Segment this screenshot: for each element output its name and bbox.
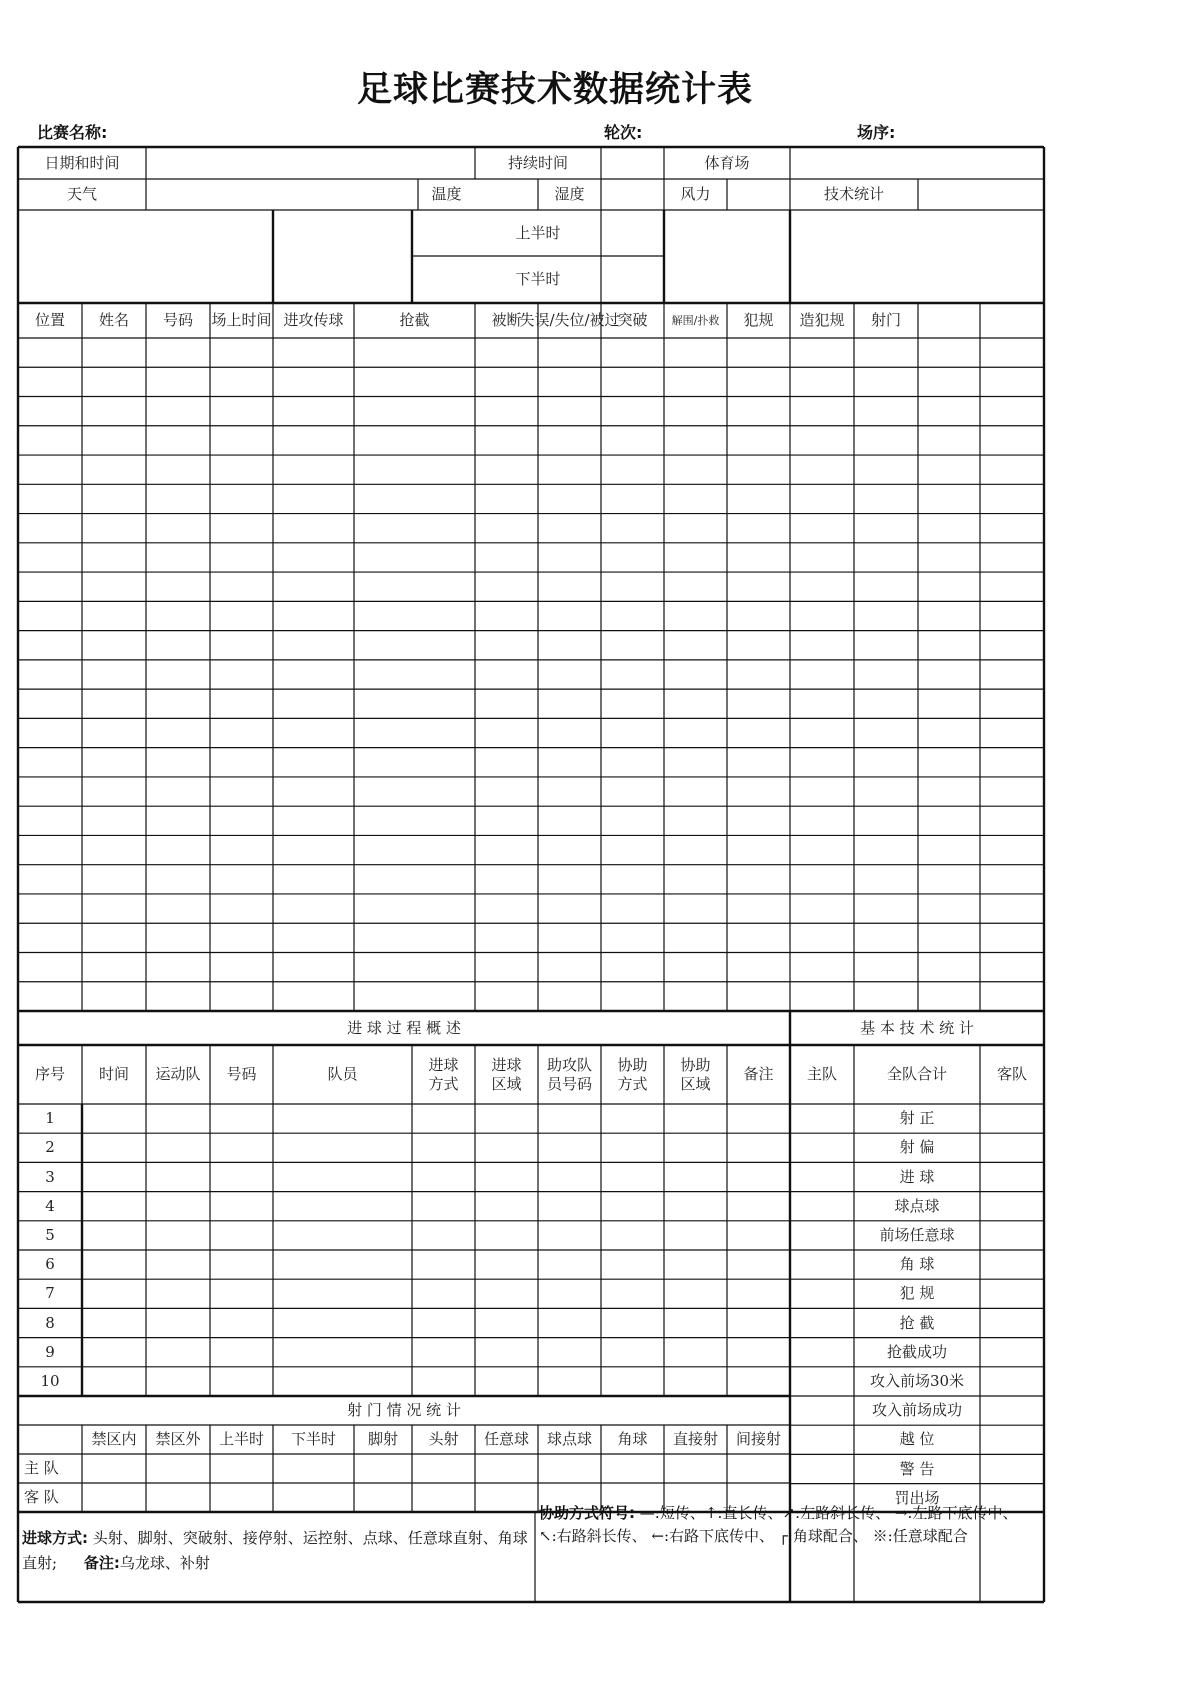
basic-stats-item-12: 警 告 [899, 1459, 935, 1478]
tech-stats-label: 技术统计 [823, 185, 884, 204]
shot-row-label-0: 主 队 [24, 1459, 59, 1478]
shot-header-9: 直接射 [672, 1430, 718, 1449]
basic-stats-item-1: 射 偏 [899, 1138, 935, 1157]
goal-header-10: 备注 [743, 1065, 774, 1084]
basic-stats-header-0: 主队 [806, 1065, 837, 1084]
round-label: 轮次: [604, 123, 643, 142]
remark-label: 备注: [83, 1554, 120, 1572]
player-header-1: 姓名 [98, 311, 129, 330]
shot-header-7: 球点球 [546, 1430, 592, 1449]
basic-stats-item-5: 角 球 [899, 1255, 935, 1274]
notes-goal-method [22, 1526, 530, 1576]
goal-row-index-8: 9 [45, 1342, 55, 1361]
assist-label: 协助方式符号: [539, 1504, 635, 1522]
basic-stats-item-2: 进 球 [899, 1167, 935, 1186]
shot-header-3: 下半时 [290, 1430, 336, 1449]
basic-stats-header-1: 全队合计 [886, 1065, 947, 1084]
shot-header-10: 间接射 [735, 1430, 781, 1449]
player-header-10: 犯规 [743, 311, 774, 330]
goal-row-index-7: 8 [45, 1313, 55, 1332]
match-name-label: 比赛名称: [37, 123, 108, 142]
weather-label: 天气 [66, 185, 97, 204]
goal-header-2: 运动队 [155, 1065, 201, 1084]
shot-header-5: 头射 [428, 1430, 459, 1449]
temperature-label: 温度 [431, 185, 462, 204]
shot-header-6: 任意球 [483, 1430, 529, 1449]
datetime-label: 日期和时间 [44, 153, 120, 172]
page-title: 足球比赛技术数据统计表 [356, 70, 753, 110]
basic-stats-item-9: 攻入前场30米 [869, 1372, 965, 1391]
goal-method-text: 头射、脚射、突破射、接停射、运控射、点球、任意球直射、角球直射; [22, 1529, 528, 1572]
remark-text: 乌龙球、补射 [119, 1554, 210, 1572]
basic-stats-item-0: 射 正 [899, 1109, 935, 1128]
basic-stats-item-4: 前场任意球 [879, 1226, 955, 1245]
goal-header-9: 协助区域 [680, 1055, 711, 1093]
stadium-label: 体育场 [704, 153, 750, 172]
goal-header-5: 进球方式 [428, 1055, 459, 1093]
basic-stats-item-8: 抢截成功 [886, 1342, 947, 1361]
basic-stats-title: 基 本 技 术 统 计 [860, 1018, 974, 1037]
goal-header-6: 进球区域 [491, 1055, 522, 1093]
player-header-9: 解围/扑救 [671, 313, 720, 327]
shot-header-4: 脚射 [367, 1430, 398, 1449]
goal-row-index-3: 4 [45, 1196, 55, 1215]
goal-header-8: 协助方式 [617, 1055, 648, 1093]
notes-assist-symbols [539, 1502, 1037, 1548]
shot-header-2: 上半时 [218, 1430, 264, 1449]
first-half-label: 上半时 [515, 223, 561, 242]
basic-stats-item-13: 罚出场 [894, 1488, 940, 1507]
player-header-11: 造犯规 [799, 311, 845, 330]
player-header-5: 抢截 [399, 311, 430, 330]
player-header-2: 号码 [162, 311, 193, 330]
goal-row-index-6: 7 [45, 1284, 55, 1303]
basic-stats-item-10: 攻入前场成功 [871, 1401, 962, 1420]
goal-process-title: 进 球 过 程 概 述 [347, 1018, 461, 1037]
shot-row-label-1: 客 队 [24, 1488, 59, 1507]
goal-header-7: 助攻队员号码 [546, 1055, 592, 1093]
player-header-6: 被断 [491, 311, 522, 330]
goal-row-index-5: 6 [45, 1255, 55, 1274]
second-half-label: 下半时 [515, 270, 561, 289]
duration-label: 持续时间 [507, 153, 568, 172]
goal-row-index-4: 5 [45, 1226, 55, 1245]
goal-row-index-2: 3 [45, 1167, 55, 1186]
shot-header-0: 禁区内 [91, 1430, 137, 1449]
goal-header-1: 时间 [98, 1065, 129, 1084]
assist-text: —:短传、↑:直长传、↗:左路斜长传、 →:左路下底传中、 ↖:右路斜长传、 ←:右路下底传中、 ┌:角球配合、 ※:任意球配合 [539, 1504, 1018, 1545]
humidity-label: 湿度 [554, 185, 585, 204]
goal-header-0: 序号 [34, 1065, 65, 1084]
goal-row-index-9: 10 [40, 1372, 60, 1391]
basic-stats-item-6: 犯 规 [899, 1284, 935, 1303]
goal-row-index-1: 2 [45, 1138, 55, 1157]
goal-header-4: 队员 [327, 1065, 358, 1084]
shot-stats-title: 射 门 情 况 统 计 [347, 1401, 461, 1420]
basic-stats-item-3: 球点球 [894, 1196, 940, 1215]
basic-stats-item-11: 越 位 [899, 1430, 935, 1449]
player-header-8: 突破 [617, 311, 648, 330]
goal-method-label: 进球方式: [22, 1529, 88, 1547]
basic-stats-header-2: 客队 [996, 1065, 1027, 1084]
goal-row-index-0: 1 [45, 1109, 55, 1128]
basic-stats-item-7: 抢 截 [899, 1313, 935, 1332]
wind-label: 风力 [680, 185, 711, 204]
player-header-12: 射门 [870, 311, 901, 330]
shot-header-8: 角球 [617, 1430, 648, 1449]
goal-header-3: 号码 [226, 1065, 257, 1084]
player-header-0: 位置 [34, 311, 65, 330]
player-header-3: 场上时间 [211, 311, 272, 330]
player-header-4: 进攻传球 [283, 311, 344, 330]
sequence-label: 场序: [857, 123, 896, 142]
shot-header-1: 禁区外 [155, 1430, 201, 1449]
player-header-7: 失误/失位/被过 [519, 311, 620, 330]
